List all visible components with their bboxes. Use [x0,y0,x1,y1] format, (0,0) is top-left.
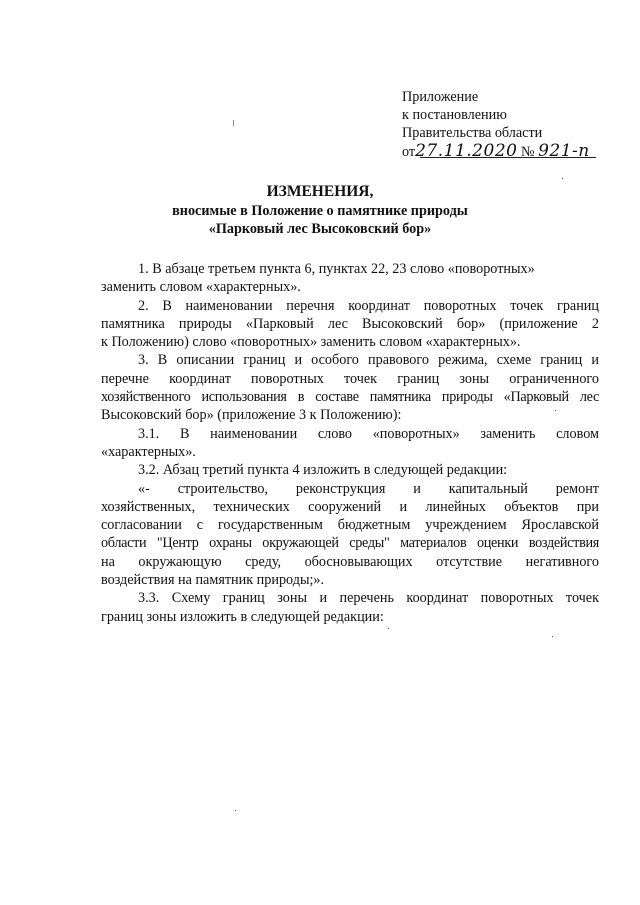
paragraph-1-line-1 [101,260,599,278]
scan-speck [552,636,553,637]
appendix-header [402,88,590,162]
paragraph-3-3-line-2: границ зоны изложить в следующей редакции: [101,608,384,625]
quoted-line-3: согласовании с государственным бюджетным учреждением Ярославской [101,517,599,534]
paragraph-3-2-line-1: 3.2. Абзац третий пункта 4 изложить в следующей редакции: [138,462,508,479]
scan-speck [555,410,556,411]
paragraph-2-line-2: памятника природы «Парковый лес Высоковский бор» (приложение 2 [101,315,599,332]
handwritten-date: 27.11.2020 [415,141,518,161]
appendix-line-3: Правительства области [402,125,543,141]
paragraph-3-line-2: перечне координат поворотных точек границ зоны ограниченного [101,370,599,387]
paragraph-3-1-line-1: 3.1. В наименовании слово «поворотных» заменить словом [138,425,599,442]
paragraph-2-line-3: к Положению) слово «поворотных» заменить словом «характерных». [101,334,521,351]
document-body [101,260,599,626]
paragraph-3-line-4: Высоковский бор» (приложение 3 к Положению): [101,407,402,424]
scan-speck [235,810,236,811]
paragraph-2 [101,297,599,352]
heading-title: ИЗМЕНЕНИЯ, [266,183,374,200]
heading-line-3: «Парковый лес Высоковский бор» [208,221,432,237]
heading-line-2: вносимые в Положение о памятнике природы [172,202,468,219]
paragraph-3 [101,351,599,424]
handwritten-number: 921-п [538,141,590,161]
scan-speck [562,178,563,179]
quoted-line-5: на окружающую среду, обосновывающих отсутствие негативного [101,553,599,570]
paragraph-3-2 [101,461,599,479]
document-heading [0,183,640,239]
quoted-line-1: «- строительство, реконструкция и капитальный ремонт [138,480,599,497]
paragraph-1 [101,260,599,297]
appendix-line-1: Приложение [402,89,479,105]
date-prefix: от [402,144,416,160]
paragraph-2-line-1: 2. В наименовании перечня координат поворотных точек границ [138,297,599,314]
paragraph-3-1 [101,425,599,462]
text-line: 1. В абзаце третьем пункта 6, пунктах 22, 23 слово «поворотных» [138,261,535,277]
paragraph-3-3-line-1: 3.3. Схему границ зоны и перечень координат поворотных точек [138,590,599,607]
appendix-line-2: к постановлению [402,107,507,123]
scan-mark [233,120,234,126]
quoted-line-2: хозяйственных, технических сооружений и линейных объектов при [101,498,599,515]
number-prefix: № [521,144,535,160]
paragraph-3-line-1: 3. В описании границ и особого правового режима, схеме границ и [138,352,599,369]
paragraph-3-1-line-2: «характерных». [101,443,196,460]
paragraph-3-line-3: хозяйственного использования в составе памятника природы «Парковый лес [101,389,599,406]
signature-underline [420,157,596,158]
scan-speck [388,628,389,629]
quoted-line-4: области "Центр охраны окружающей среды" материалов оценки воздействия [101,535,599,552]
quoted-line-6: воздействия на памятник природы;». [101,572,325,589]
paragraph-1-line-2: заменить словом «характерных». [101,279,301,296]
quoted-text [101,480,599,590]
paragraph-3-3 [101,589,599,626]
date-number-line [402,142,590,162]
